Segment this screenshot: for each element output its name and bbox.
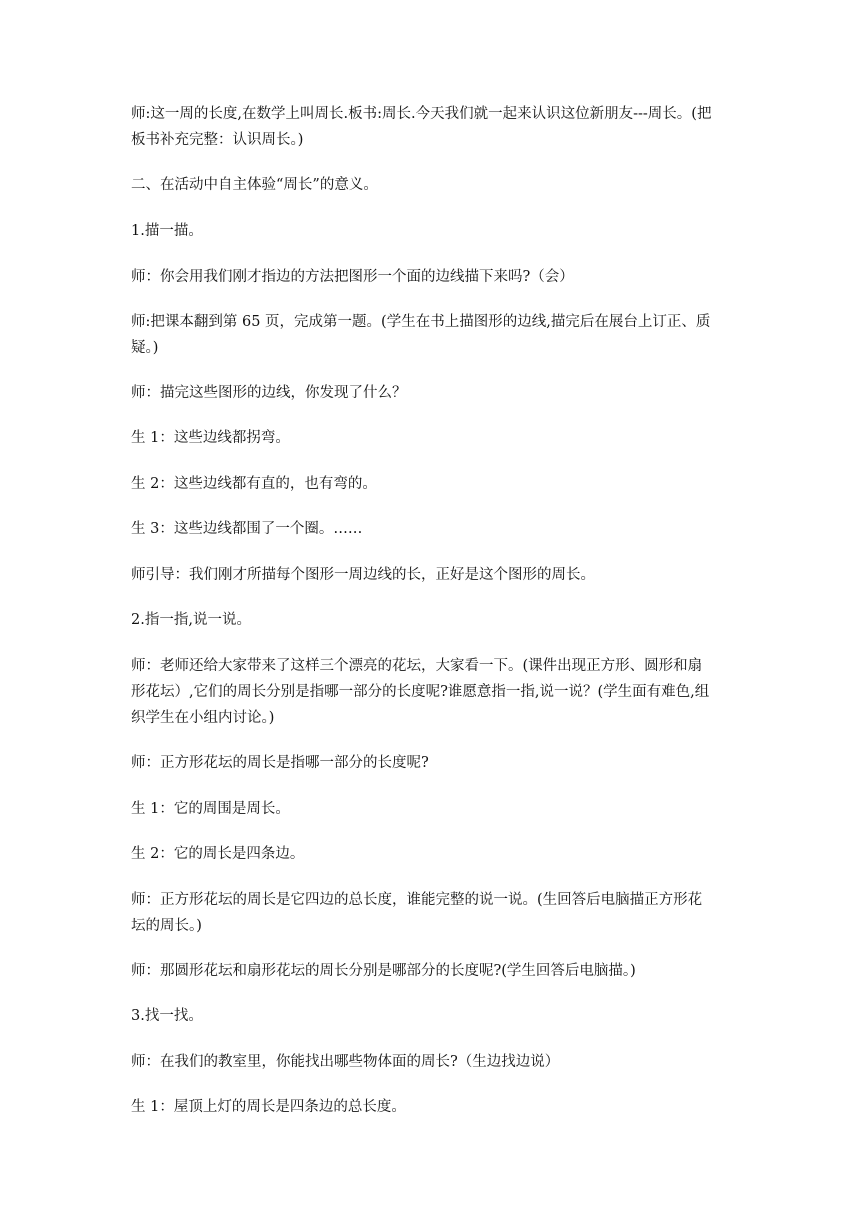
line: 师：老师还给大家带来了这样三个漂亮的花坛，大家看一下。(课件出现正方形、圆形和扇 — [131, 658, 703, 674]
line: 师：正方形花坛的周长是它四边的总长度，谁能完整的说一说。(生回答后电脑描正方形花 — [131, 892, 703, 908]
line: 师：你会用我们刚才指边的方法把图形一个面的边线描下来吗?（会） — [131, 269, 574, 285]
line: 织学生在小组内讨论。) — [131, 710, 275, 726]
subheading-find — [131, 1003, 731, 1029]
paragraph-student-3 — [131, 516, 731, 542]
paragraph-teacher-guide — [131, 562, 731, 588]
line: 2.指一指,说一说。 — [131, 612, 251, 628]
paragraph-teacher-question — [131, 264, 731, 290]
line: 师引导：我们刚才所描每个图形一周边线的长，正好是这个图形的周长。 — [131, 567, 595, 583]
paragraph-square-summary — [131, 887, 731, 939]
line: 师：正方形花坛的周长是指哪一部分的长度呢? — [131, 755, 429, 771]
paragraph-square-bed-question — [131, 750, 731, 776]
paragraph-flower-beds — [131, 653, 731, 731]
paragraph-teacher-discover — [131, 380, 731, 406]
paragraph-square-student-2 — [131, 841, 731, 867]
paragraph-classroom-question — [131, 1049, 731, 1075]
line: 二、在活动中自主体验“周长”的意义。 — [131, 177, 378, 193]
section-heading-2 — [131, 172, 731, 198]
line: 师：在我们的教室里，你能找出哪些物体面的周长?（生边找边说） — [131, 1054, 560, 1070]
line: 板书补充完整：认识周长。) — [131, 132, 304, 148]
line: 生 1：它的周围是周长。 — [131, 801, 290, 817]
paragraph-circle-fan — [131, 958, 731, 984]
line: 师：那圆形花坛和扇形花坛的周长分别是哪部分的长度呢?(学生回答后电脑描。) — [131, 963, 636, 979]
paragraph-student-2 — [131, 471, 731, 497]
paragraph-square-student-1 — [131, 796, 731, 822]
line: 3.找一找。 — [131, 1008, 203, 1024]
line: 师：描完这些图形的边线，你发现了什么？ — [131, 385, 407, 401]
paragraph-intro-perimeter — [131, 101, 731, 153]
line: 师:把课本翻到第 65 页，完成第一题。(学生在书上描图形的边线,描完后在展台上订正、质 — [131, 314, 711, 330]
line: 师:这一周的长度,在数学上叫周长.板书:周长.今天我们就一起来认识这位新朋友---周长。(把 — [131, 106, 712, 122]
line: 形花坛）,它们的周长分别是指哪一部分的长度呢?谁愿意指一指,说一说？(学生面有难色,组 — [131, 684, 710, 700]
subheading-trace — [131, 218, 731, 244]
line: 疑。) — [131, 340, 159, 356]
line: 1.描一描。 — [131, 223, 203, 239]
line: 生 1：屋顶上灯的周长是四条边的总长度。 — [131, 1099, 406, 1115]
line: 生 2：这些边线都有直的，也有弯的。 — [131, 476, 377, 492]
line: 坛的周长。) — [131, 918, 202, 934]
subheading-point-say — [131, 607, 731, 633]
paragraph-classroom-student-1 — [131, 1094, 731, 1120]
paragraph-textbook-page — [131, 309, 731, 361]
line: 生 1：这些边线都拐弯。 — [131, 430, 290, 446]
line: 生 2：它的周长是四条边。 — [131, 846, 305, 862]
line: 生 3：这些边线都围了一个圈。…… — [131, 521, 363, 537]
paragraph-student-1 — [131, 425, 731, 451]
